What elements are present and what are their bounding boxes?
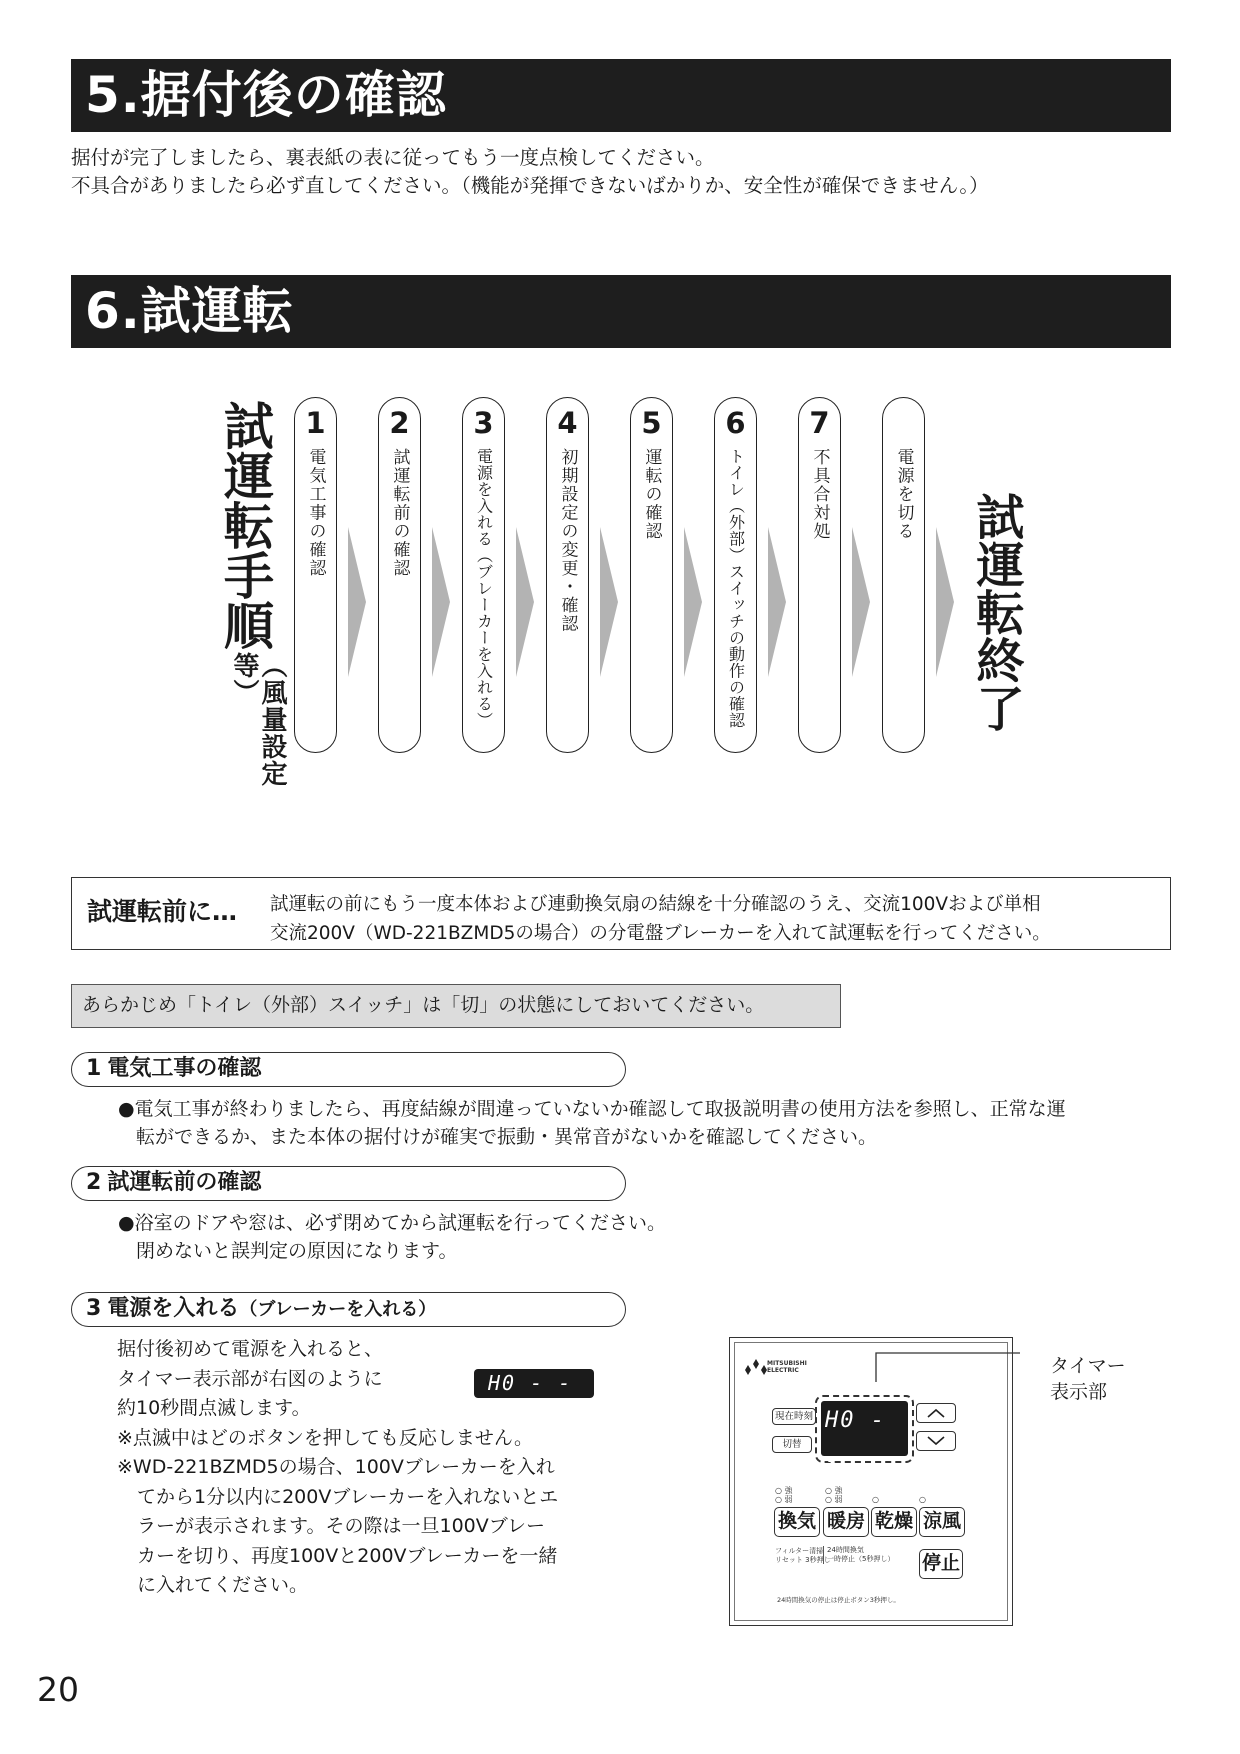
flow-step-2	[378, 397, 421, 753]
flow-step-1	[294, 397, 337, 753]
page-number: 20	[37, 1670, 79, 1709]
remote-timer-display: H0 - -	[821, 1401, 908, 1456]
section-5-line-1: 据付が完了しましたら、裏表紙の表に従ってもう一度点検してください。	[71, 146, 715, 169]
brand-name	[767, 1360, 807, 1374]
switch-button[interactable]: 切替	[772, 1436, 812, 1453]
ventilation-button[interactable]: 換気	[774, 1507, 820, 1537]
flow-arrow-icon	[768, 527, 786, 677]
section-5-title: 5.据付後の確認	[71, 59, 1171, 132]
flow-arrow-icon	[852, 527, 870, 677]
step-3-heading	[71, 1292, 626, 1327]
pre-test-note-line-1: 試運転の前にもう一度本体および連動換気扇の結線を十分確認のうえ、交流100Vおよび単相	[270, 894, 1041, 915]
flow-step-number: 1	[305, 406, 326, 440]
step-3-line: に入れてください。	[137, 1574, 309, 1596]
brand-line-1: MITSUBISHI	[767, 1360, 807, 1367]
flow-step-label: 試運転前の確認	[389, 448, 410, 578]
drying-button[interactable]: 乾燥	[871, 1507, 917, 1537]
stop-button[interactable]: 停止	[919, 1549, 963, 1579]
flow-subtitle: （風量設定等）	[229, 652, 287, 787]
cool-breeze-button[interactable]: 涼風	[919, 1507, 965, 1537]
24h-ventilation-line-1: 24時間換気	[827, 1546, 864, 1554]
step-3-line: 約10秒間点滅します。	[117, 1397, 311, 1419]
step-1-title: 電気工事の確認	[107, 1056, 262, 1081]
pre-test-note-heading: 試運転前に…	[87, 897, 238, 926]
flow-step-number: 2	[389, 406, 410, 440]
step-3-subtitle: （ブレーカーを入れる）	[239, 1299, 437, 1320]
heat-level-indicator: ○ 強 ○ 弱	[825, 1486, 843, 1504]
flow-step-label: 電気工事の確認	[305, 448, 326, 578]
flow-step-7	[798, 397, 841, 753]
heating-button[interactable]: 暖房	[823, 1507, 869, 1537]
timer-display-example: H0 - -	[474, 1369, 594, 1398]
step-3-line: てから1分以内に200Vブレーカーを入れないとエ	[137, 1485, 559, 1508]
flow-step-label: 不具合対処	[809, 448, 830, 541]
step-3-line: ※点滅中はどのボタンを押しても反応しません。	[117, 1426, 534, 1449]
flow-step-number: 5	[641, 406, 662, 440]
step-2-line-2: 閉めないと誤判定の原因になります。	[136, 1240, 458, 1262]
level-high-label: 強	[834, 1486, 843, 1495]
chevron-up-icon	[926, 1407, 946, 1419]
step-2-line-1: ●浴室のドアや窓は、必ず閉めてから試運転を行ってください。	[118, 1212, 667, 1234]
remote-controller-panel	[734, 1342, 1008, 1621]
step-1-line-2: 転ができるか、また本体の据付けが確実で振動・異常音がないかを確認してください。	[136, 1126, 878, 1148]
flow-step-3	[462, 397, 505, 753]
flow-step-6	[714, 397, 757, 753]
flow-step-label: 初期設定の変更・確認	[557, 448, 578, 633]
current-time-button[interactable]: 現在時刻	[772, 1408, 816, 1425]
flow-step-number: 3	[473, 406, 494, 440]
flow-step-4	[546, 397, 589, 753]
flow-end-title: 試運転終了	[968, 492, 1024, 732]
flow-step-number: 4	[557, 406, 578, 440]
flow-step-number: 7	[809, 406, 830, 440]
callout-line-1: タイマー	[1050, 1355, 1126, 1377]
step-3-line: タイマー表示部が右図のように	[117, 1367, 383, 1390]
flow-step-label: トイレ（外部）スイッチの動作の確認	[726, 448, 746, 729]
pre-test-note-body	[270, 890, 1051, 948]
step-2-heading	[71, 1166, 626, 1201]
24h-ventilation-label[interactable]	[823, 1546, 894, 1564]
step-1-heading	[71, 1052, 626, 1087]
flow-step-label: 電源を入れる（ブレーカーを入れる）	[474, 448, 494, 729]
pre-test-note	[71, 877, 1171, 950]
flow-arrow-icon	[516, 527, 534, 677]
flow-arrow-icon	[348, 527, 366, 677]
section-6-title: 6.試運転	[71, 275, 1171, 348]
step-3-line: 据付後初めて電源を入れると、	[117, 1338, 384, 1360]
chevron-down-icon	[926, 1435, 946, 1447]
level-high-label: 強	[784, 1486, 793, 1495]
flow-step-number: 6	[725, 406, 746, 440]
timer-display-callout	[1050, 1353, 1126, 1405]
callout-leader-line	[875, 1352, 1025, 1382]
step-3-line: ※WD-221BZMD5の場合、100Vブレーカーを入れ	[117, 1456, 555, 1478]
section-5-line-2: 不具合がありましたら必ず直してください。（機能が発揮できないばかりか、安全性が確保できません。）	[71, 174, 989, 197]
toilet-switch-note: あらかじめ「トイレ（外部）スイッチ」は「切」の状態にしておいてください。	[71, 984, 841, 1028]
filter-reset-line-2: リセット 3秒押し	[775, 1556, 831, 1564]
dry-indicator-lamp: ○	[872, 1495, 879, 1504]
pre-test-note-line-2: 交流200V（WD-221BZMD5の場合）の分電盤ブレーカーを入れて試運転を行ってください。	[270, 923, 1051, 944]
filter-reset-line-1: フィルター清掃	[775, 1547, 824, 1555]
vent-level-indicator: ○ 強 ○ 弱	[775, 1486, 793, 1504]
flow-step-label: 運転の確認	[641, 448, 662, 541]
step-2-title: 試運転前の確認	[107, 1170, 262, 1195]
24h-ventilation-line-2: 一時停止（5秒押し）	[827, 1555, 895, 1563]
level-low-label: 弱	[834, 1495, 843, 1504]
flow-arrow-icon	[600, 527, 618, 677]
remote-footer-note: 24時間換気の停止は停止ボタン3秒押し。	[777, 1596, 900, 1604]
step-1-line-1: ●電気工事が終わりましたら、再度結線が間違っていないか確認して取扱説明書の使用方法を参照し、正常な運	[118, 1098, 1066, 1120]
flow-arrow-icon	[936, 527, 954, 677]
cool-indicator-lamp: ○	[919, 1495, 926, 1504]
up-button[interactable]	[916, 1403, 956, 1423]
flow-step-power-off	[882, 397, 925, 753]
brand-line-2: ELECTRIC	[767, 1367, 799, 1374]
flow-title: 試運転手順	[216, 400, 274, 650]
flow-step-label: 電源を切る	[893, 448, 914, 541]
mitsubishi-logo-icon	[745, 1359, 767, 1379]
step-3-number: 3	[86, 1296, 102, 1321]
level-low-label: 弱	[784, 1495, 793, 1504]
flow-step-5	[630, 397, 673, 753]
step-3-line: ラーが表示されます。その際は一旦100Vブレー	[137, 1515, 545, 1537]
flow-arrow-icon	[432, 527, 450, 677]
down-button[interactable]	[916, 1431, 956, 1451]
step-1-number: 1	[86, 1056, 102, 1081]
step-2-number: 2	[86, 1170, 102, 1195]
step-3-title: 電源を入れる	[107, 1296, 240, 1321]
callout-line-2: 表示部	[1050, 1381, 1108, 1403]
flow-arrow-icon	[684, 527, 702, 677]
step-3-line: カーを切り、再度100Vと200Vブレーカーを一緒	[137, 1544, 558, 1567]
